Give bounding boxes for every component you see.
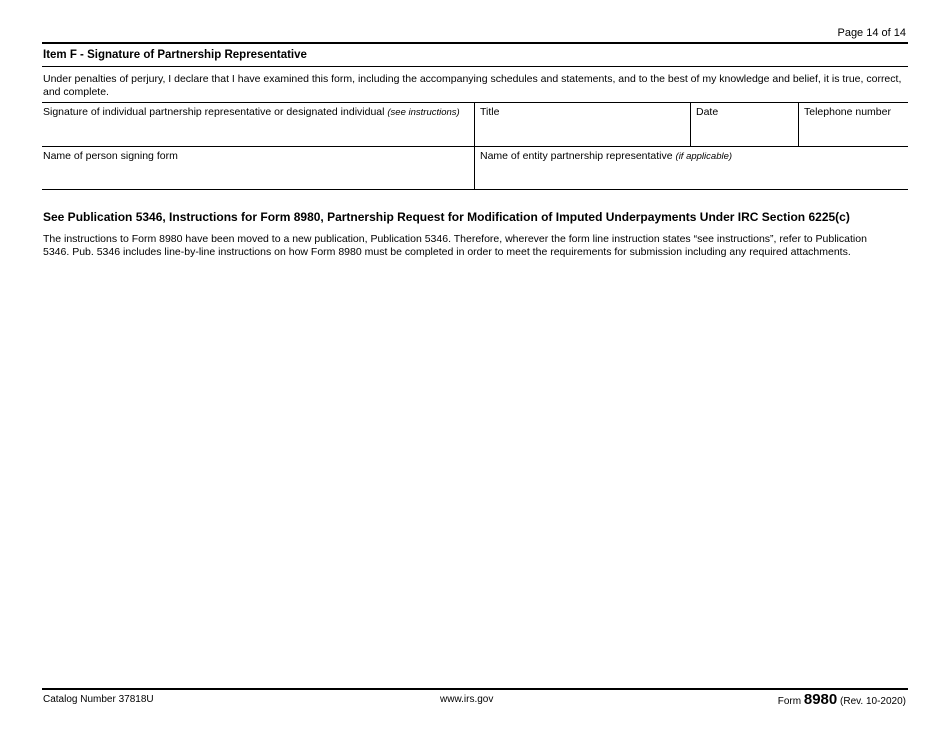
signer-name-label: Name of person signing form <box>43 150 178 162</box>
publication-heading: See Publication 5346, Instructions for Form 8980, Partnership Request for Modification of Imputed Underpayments Under IRC Section 6225(c) <box>43 210 850 224</box>
date-label: Date <box>696 106 719 118</box>
footer-rule <box>42 688 908 690</box>
table-bottom-rule <box>42 189 908 190</box>
publication-text: The instructions to Form 8980 have been moved to a new publication, Publication 5346. Therefore, wherever the form line instruction states “see instructions”, refer to Publication 5346. Pub. 5346 includes line-by-line instructions on how Form 8980 must be completed in order to meet the requirements for submission including any required attachments. <box>43 233 867 258</box>
section-title: Item F - Signature of Partnership Representative <box>43 49 307 61</box>
form-prefix: Form <box>777 696 802 707</box>
telephone-label: Telephone number <box>804 106 891 118</box>
catalog-number: Catalog Number 37818U <box>43 694 154 705</box>
telephone-field[interactable] <box>799 103 908 146</box>
signature-label: Signature of individual partnership representative or designated individual (see instructions) <box>43 106 460 118</box>
header-rule <box>42 42 908 44</box>
website: www.irs.gov <box>440 694 494 705</box>
title-label: Title <box>480 106 500 118</box>
page-number: Page 14 of 14 <box>837 27 906 39</box>
form-number: 8980 <box>803 691 838 708</box>
signer-name-field[interactable] <box>42 147 474 189</box>
entity-name-label: Name of entity partnership representative (if applicable) <box>480 150 733 162</box>
perjury-declaration: Under penalties of perjury, I declare that I have examined this form, including the accompanying schedules and statements, and to the best of my knowledge and belief, it is true, correct, and complete. <box>43 73 902 98</box>
date-field[interactable] <box>691 103 798 146</box>
signature-field[interactable] <box>42 103 474 146</box>
form-identifier <box>778 691 906 708</box>
form-revision: (Rev. 10-2020) <box>840 696 906 707</box>
entity-name-field[interactable] <box>475 147 908 189</box>
title-field[interactable] <box>475 103 690 146</box>
section-divider <box>42 66 908 67</box>
